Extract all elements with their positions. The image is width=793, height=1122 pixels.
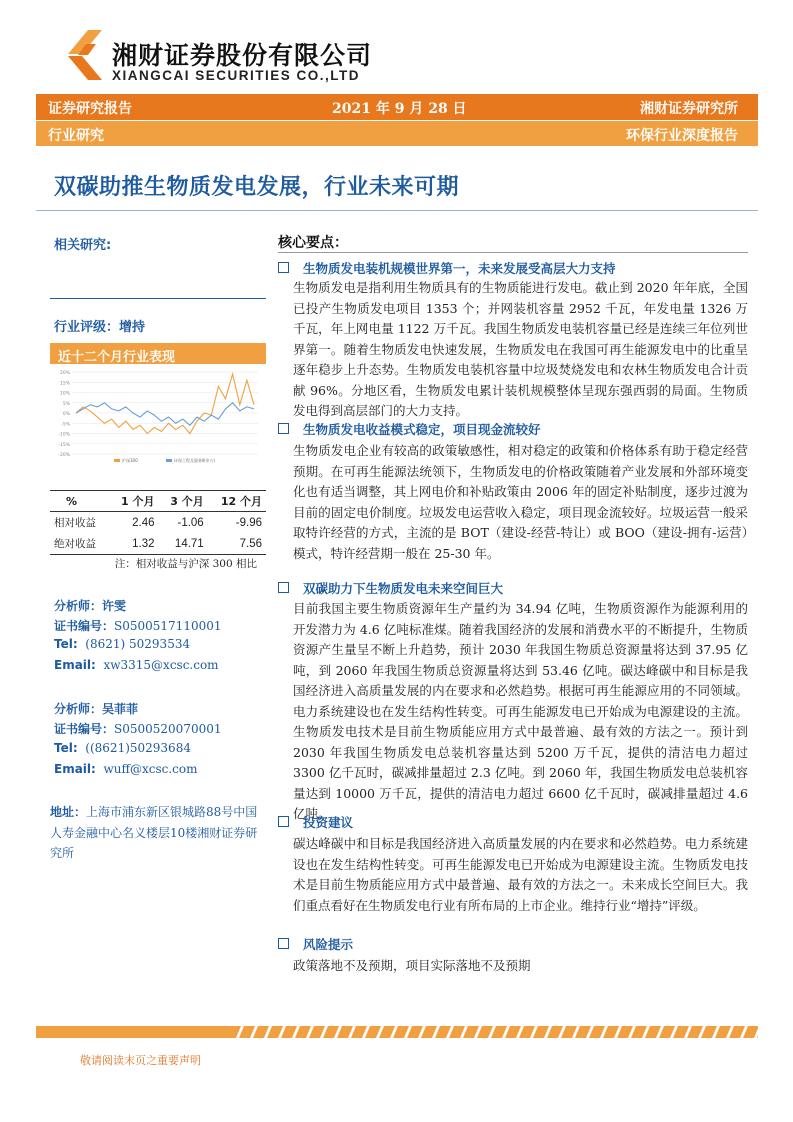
tel-label: Tel: (54, 741, 78, 755)
related-divider (50, 298, 266, 299)
report-date: 2021 年 9 月 28 日 (332, 101, 467, 117)
section-heading-text: 风险提示 (303, 937, 354, 952)
performance-table (50, 490, 266, 555)
legend-swatch (114, 459, 120, 462)
table-row (50, 533, 266, 555)
section-heading (278, 579, 503, 597)
table-cell: 绝对收益 (50, 533, 109, 555)
title-divider (36, 210, 758, 211)
section-heading (278, 935, 353, 953)
y-tick-label: -5% (61, 422, 70, 428)
table-header-cell: % (50, 491, 109, 512)
table-cell: 2.46 (132, 516, 155, 529)
section-heading-text: 双碳助力下生物质发电未来空间巨大 (303, 581, 504, 596)
email-label: Email: (54, 762, 96, 776)
email-label: Email: (54, 658, 96, 672)
table-header-row (50, 491, 266, 512)
checkbox-bullet-icon (278, 938, 289, 949)
cert-label: 证书编号： (54, 619, 115, 633)
related-research-label: 相关研究: (54, 238, 112, 253)
checkbox-bullet-icon (278, 816, 289, 827)
table-cell: 7.56 (208, 533, 266, 555)
section-heading-text: 投资建议 (303, 815, 354, 830)
section-body: 政策落地不及预期，项目实际落地不及预期 (293, 958, 531, 973)
y-tick-label: 20% (59, 371, 70, 376)
analyst-1-cert (54, 617, 222, 634)
table-note: 注：相对收益与沪深 300 相比 (114, 558, 257, 570)
core-divider (278, 252, 748, 253)
y-tick-label: -10% (58, 432, 70, 438)
analyst-1-tel (54, 637, 190, 651)
table-cell: 1.32 (109, 533, 158, 555)
tel-label: Tel: (54, 637, 78, 651)
y-tick-label: 10% (59, 391, 70, 397)
report-type: 证券研究报告 (48, 101, 132, 117)
table-cell: 相对收益 (54, 517, 96, 529)
performance-header (50, 343, 266, 364)
section-heading-text: 生物质发电装机规模世界第一，未来发展受高层大力支持 (303, 261, 616, 276)
analyst-2-tel (54, 741, 191, 755)
section-heading (278, 259, 616, 277)
analyst-2-name-text: 分析师：吴菲菲 (54, 702, 139, 716)
email-link[interactable]: xw3315@xcsc.com (103, 658, 219, 672)
cert-value: S0500517110001 (114, 619, 222, 633)
address-label: 地址： (50, 805, 87, 819)
section-body: 生物质发电是指利用生物质具有的生物质能进行发电。截止到 2020 年年底，全国已投产生物质发电项目 1353 个；并网装机容量 2952 千瓦，年发电量 1326 万千瓦，年上网电量 1122 万千瓦。我国生物质发电装机容量已经是连续三年位列世界第一。随着生物质发电快速发展，生物质发电在我国可再生能源发电中的比重呈逐年稳步上升态势。生物质发电装机容量中垃圾焚烧发电和农林生物质发电合计贡献 96%。分地区看，生物质发电累计装机规模整体呈现东强西弱的局面。生物质发电得到高层部门的大力支持。 (293, 280, 748, 418)
xiangcai-logo-icon (66, 30, 102, 80)
core-points-title: 核心要点： (278, 235, 348, 251)
section-body: 生物质发电企业有较高的政策敏感性，相对稳定的政策和价格体系有助于稳定经营预期。在可再生能源法统领下，生物质发电的价格政策随着产业发展和外部环境变化也有适当调整，其上网电价和补贴政策由 2006 年的固定补贴制度，逐步过渡为目前的固定电价制度。垃圾发电运营收入稳定，项目现金流较好。垃圾运营一般采取特许经营的方式，主流的是 BOT（建设-经营-特让）或 BOO（建设-拥有-运营）模式，特许经营期一般在 25-30 年。 (293, 443, 748, 561)
legend-label: 环保工程及服务Ⅱ(申万) (174, 458, 216, 463)
report-title: 双碳助推生物质发电发展，行业未来可期 (54, 175, 460, 200)
company-name-cn: 湘财证券股份有限公司 (112, 41, 373, 70)
header-band-secondary (36, 121, 758, 146)
section-body: 目前我国主要生物质资源年生产量约为 34.94 亿吨，生物质资源作为能源利用的开发潜力为 4.6 亿吨标准煤。随着我国经济的发展和消费水平的不断提升，生物质资源产生量呈不断上升趋势，预计 2030 年我国生物质总资源量将达到 37.95 亿吨，到 2060 年我国生物质总资源量将达到 53.46 亿吨。碳达峰碳中和目标是我国经济进入高质量发展的内在要求和必然趋势。根据可再生能源应用的不同领域。电力系统建设也在发生结构性转变。可再生能源发电已开始成为电源建设的主流。生物质发电技术是目前生物质能应用方式中最普遍、最有效的方法之一。预计到 2030 年我国生物质发电总装机容量达到 5200 万千瓦，提供的清洁电力超过 3300 亿千瓦时，碳减排量超过 2.3 亿吨。到 2060 年，我国生物质发电总装机容量达到 10000 万千瓦，提供的清洁电力超过 6600 亿千瓦时，碳减排量超过 4.6 亿吨。 (293, 601, 748, 821)
cert-label: 证书编号： (54, 722, 115, 736)
analyst-2-email[interactable] (54, 762, 198, 776)
section-heading (278, 813, 353, 831)
report-category: 行业研究 (48, 128, 104, 144)
address-block (50, 802, 268, 864)
analyst-2-name (54, 700, 138, 717)
table-cell: -1.06 (177, 516, 204, 529)
email-link[interactable]: wuff@xcsc.com (103, 762, 198, 776)
section-body: 碳达峰碳中和目标是我国经济进入高质量发展的内在要求和必然趋势。电力系统建设也在发生结构性转变。可再生能源发电已开始成为电源建设主流。生物质发电技术是目前生物质能应用方式中最普遍、最有效的方法之一。未来成长空间巨大。我们重点看好在生物质发电行业有所布局的上市企业。维持行业“增持”评级。 (293, 836, 748, 913)
company-name-en: XIANGCAI SECURITIES CO.,LTD (112, 68, 361, 83)
table-row (50, 512, 266, 534)
tel-value: ((8621)50293684 (85, 741, 191, 755)
analyst-1-name-text: 分析师：许雯 (54, 599, 127, 613)
checkbox-bullet-icon (278, 262, 289, 273)
report-subtype: 环保行业深度报告 (626, 128, 738, 144)
header-band-primary (36, 94, 758, 120)
analyst-1-email[interactable] (54, 658, 219, 672)
table-cell: -9.96 (235, 516, 262, 529)
table-header-cell: 3 个月 (159, 491, 208, 512)
y-tick-label: 5% (62, 401, 70, 407)
y-tick-label: -15% (58, 442, 70, 448)
checkbox-bullet-icon (278, 423, 289, 434)
section-heading (278, 420, 541, 438)
y-tick-label: -20% (58, 453, 70, 458)
legend-label: 沪深300 (122, 458, 138, 463)
address-text: 上海市浦东新区银城路88号中国人寿金融中心名义楼层10楼湘财证券研究所 (50, 805, 258, 860)
y-tick-label: 0% (62, 412, 70, 417)
y-tick-label: 15% (59, 381, 70, 387)
table-header-cell: 1 个月 (109, 491, 158, 512)
footer-stripe-bar (36, 1026, 758, 1038)
table-header-cell: 12 个月 (208, 491, 266, 512)
table-cell: 14.71 (159, 533, 208, 555)
analyst-1-name (54, 597, 126, 614)
legend-swatch (166, 459, 172, 462)
institute-name: 湘财证券研究所 (640, 101, 738, 117)
section-heading-text: 生物质发电收益模式稳定，项目现金流较好 (303, 422, 541, 437)
performance-chart (54, 368, 262, 468)
tel-value: (8621) 50293534 (85, 637, 191, 651)
industry-rating: 行业评级：增持 (54, 320, 146, 335)
cert-value: S0500520070001 (114, 722, 222, 736)
performance-title: 近十二个月行业表现 (58, 350, 176, 365)
disclaimer-note: 敬请阅读末页之重要声明 (80, 1054, 201, 1067)
analyst-2-cert (54, 720, 222, 737)
checkbox-bullet-icon (278, 582, 289, 593)
